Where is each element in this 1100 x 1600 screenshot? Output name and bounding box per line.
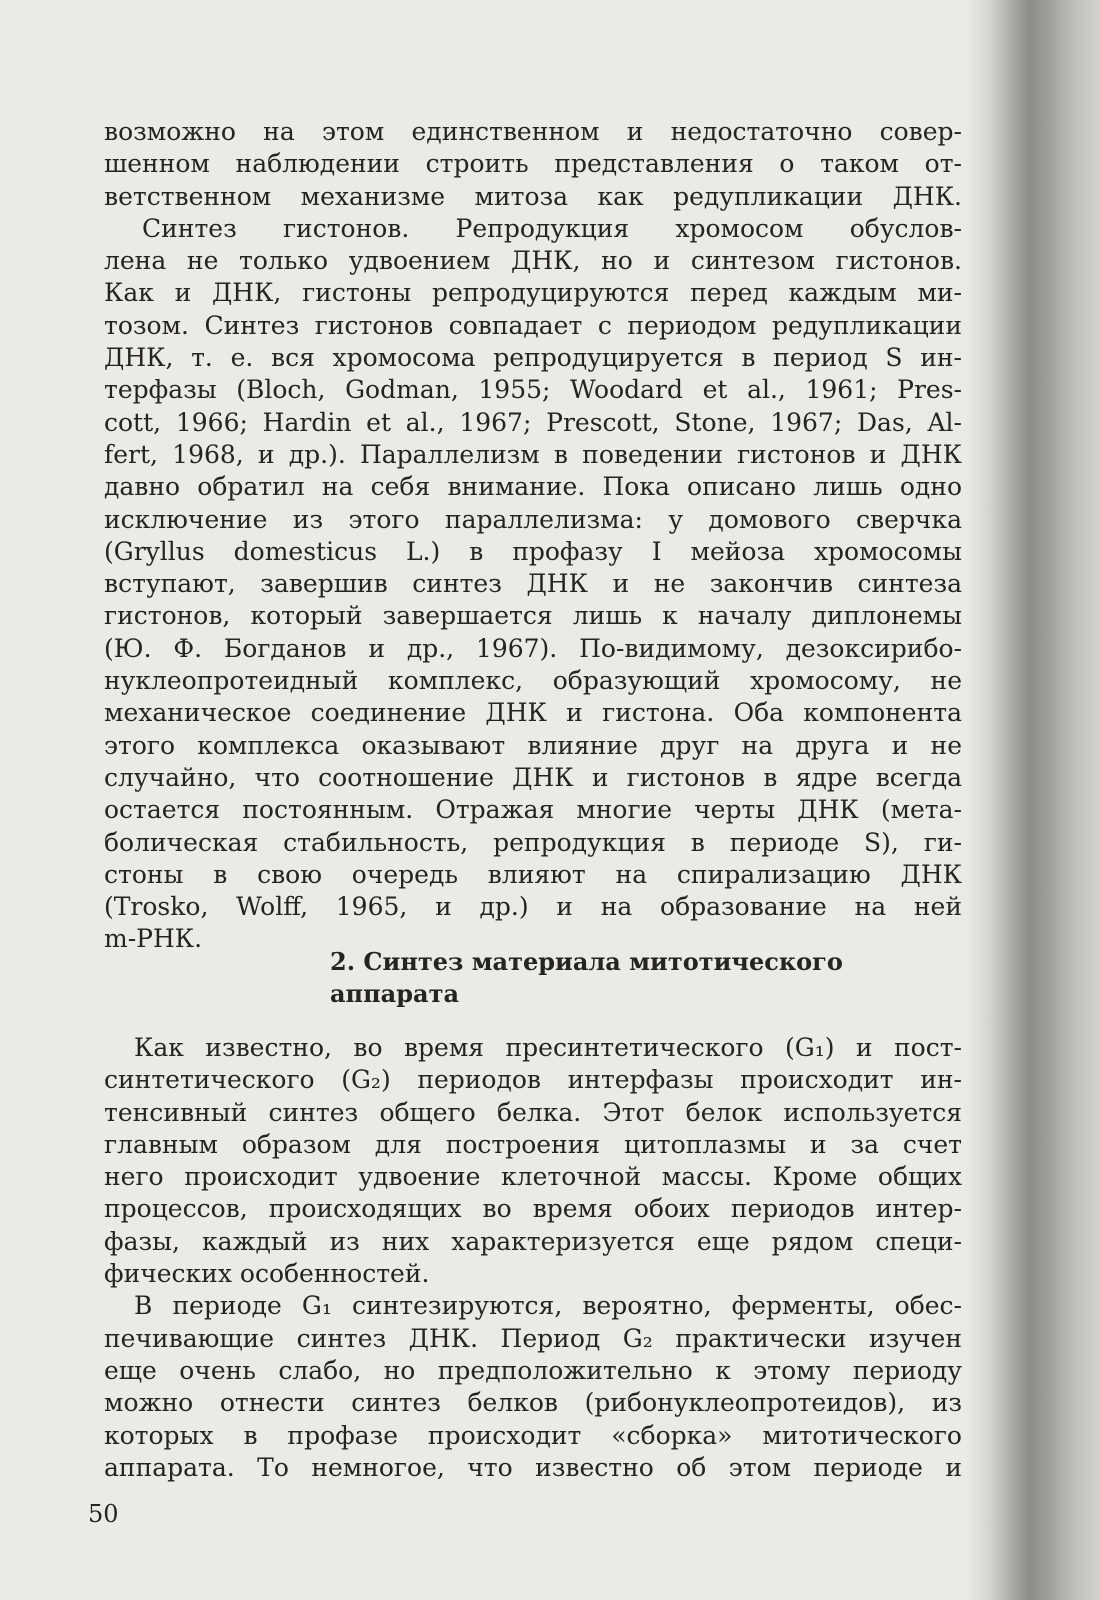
section-heading-line: аппарата — [330, 979, 459, 1008]
text-line: исключение из этого параллелизма: у домового сверчка — [104, 504, 962, 534]
text-line: (Gryllus domesticus L.) в профазу I мейоза хромосомы — [104, 536, 962, 566]
text-line: ветственном механизме митоза как редупликации ДНК. — [104, 181, 962, 211]
text-line: остается постоянным. Отражая многие черты ДНК (мета- — [104, 795, 962, 825]
text-line: фических особенностей. — [104, 1259, 430, 1289]
text-line: тенсивный синтез общего белка. Этот белок используется — [104, 1097, 962, 1127]
text-line: ДНК, т. е. вся хромосома репродуцируется в период S ин- — [104, 343, 962, 373]
text-line: cott, 1966; Hardin et al., 1967; Prescott, Stone, 1967; Das, Al- — [104, 407, 962, 437]
section-heading-line: 2. Синтез материала митотического — [330, 947, 843, 976]
text-line: Синтез гистонов. Репродукция хромосом обуслов- — [142, 213, 962, 243]
text-line: Как и ДНК, гистоны репродуцируются перед каждым ми- — [104, 278, 962, 308]
text-line: давно обратил на себя внимание. Пока описано лишь одно — [104, 472, 962, 502]
paragraph-1 — [104, 116, 962, 956]
text-line: синтетического (G₂) периодов интерфазы происходит ин- — [104, 1065, 962, 1095]
page-number: 50 — [88, 1500, 119, 1528]
text-line: лена не только удвоением ДНК, но и синтезом гистонов. — [104, 246, 962, 276]
text-line: фазы, каждый из них характеризуется еще рядом специ- — [104, 1226, 962, 1256]
text-line: Как известно, во время пресинтетического (G₁) и пост- — [134, 1033, 962, 1062]
text-line: еще очень слабо, но предположительно к этому периоду — [104, 1355, 962, 1385]
book-spine-shadow — [965, 0, 1100, 1600]
text-line: стоны в свою очередь влияют на спирализацию ДНК — [104, 859, 962, 889]
paragraph-2 — [104, 1032, 962, 1484]
text-line: случайно, что соотношение ДНК и гистонов в ядре всегда — [104, 762, 962, 792]
text-line: шенном наблюдении строить представления о таком от- — [104, 149, 962, 179]
text-line: (Ю. Ф. Богданов и др., 1967). По-видимому, дезоксирибо- — [104, 633, 962, 663]
text-line: нуклеопротеидный комплекс, образующий хромосому, не — [104, 666, 962, 696]
text-line: m-РНК. — [104, 924, 203, 954]
text-line: вступают, завершив синтез ДНК и не закончив синтеза — [104, 569, 962, 599]
section-heading — [330, 946, 843, 1010]
text-line: этого комплекса оказывают влияние друг на друга и не — [104, 730, 962, 760]
text-line: которых в профазе происходит «сборка» митотического — [104, 1420, 962, 1450]
text-line: (Trosko, Wolff, 1965, и др.) и на образование на ней — [104, 892, 962, 922]
text-line: главным образом для построения цитоплазмы и за счет — [104, 1129, 962, 1159]
text-line: тозом. Синтез гистонов совпадает с периодом редупликации — [104, 310, 962, 340]
text-line: В периоде G₁ синтезируются, вероятно, ферменты, обес- — [134, 1291, 962, 1321]
text-line: аппарата. То немногое, что известно об этом периоде и — [104, 1452, 962, 1482]
text-line: гистонов, который завершается лишь к началу диплонемы — [104, 601, 962, 631]
text-line: можно отнести синтез белков (рибонуклеопротеидов), из — [104, 1388, 962, 1418]
text-line: fert, 1968, и др.). Параллелизм в поведении гистонов и ДНК — [104, 439, 962, 469]
text-line: него происходит удвоение клеточной массы. Кроме общих — [104, 1162, 962, 1192]
text-line: механическое соединение ДНК и гистона. Оба компонента — [104, 698, 962, 728]
text-line: болическая стабильность, репродукция в периоде S), ги- — [104, 827, 962, 857]
text-line: возможно на этом единственном и недостаточно совер- — [104, 117, 962, 146]
text-line: печивающие синтез ДНК. Период G₂ практически изучен — [104, 1323, 962, 1353]
text-line: процессов, происходящих во время обоих периодов интер- — [104, 1194, 962, 1224]
text-line: терфазы (Bloch, Godman, 1955; Woodard et al., 1961; Pres- — [104, 375, 962, 405]
